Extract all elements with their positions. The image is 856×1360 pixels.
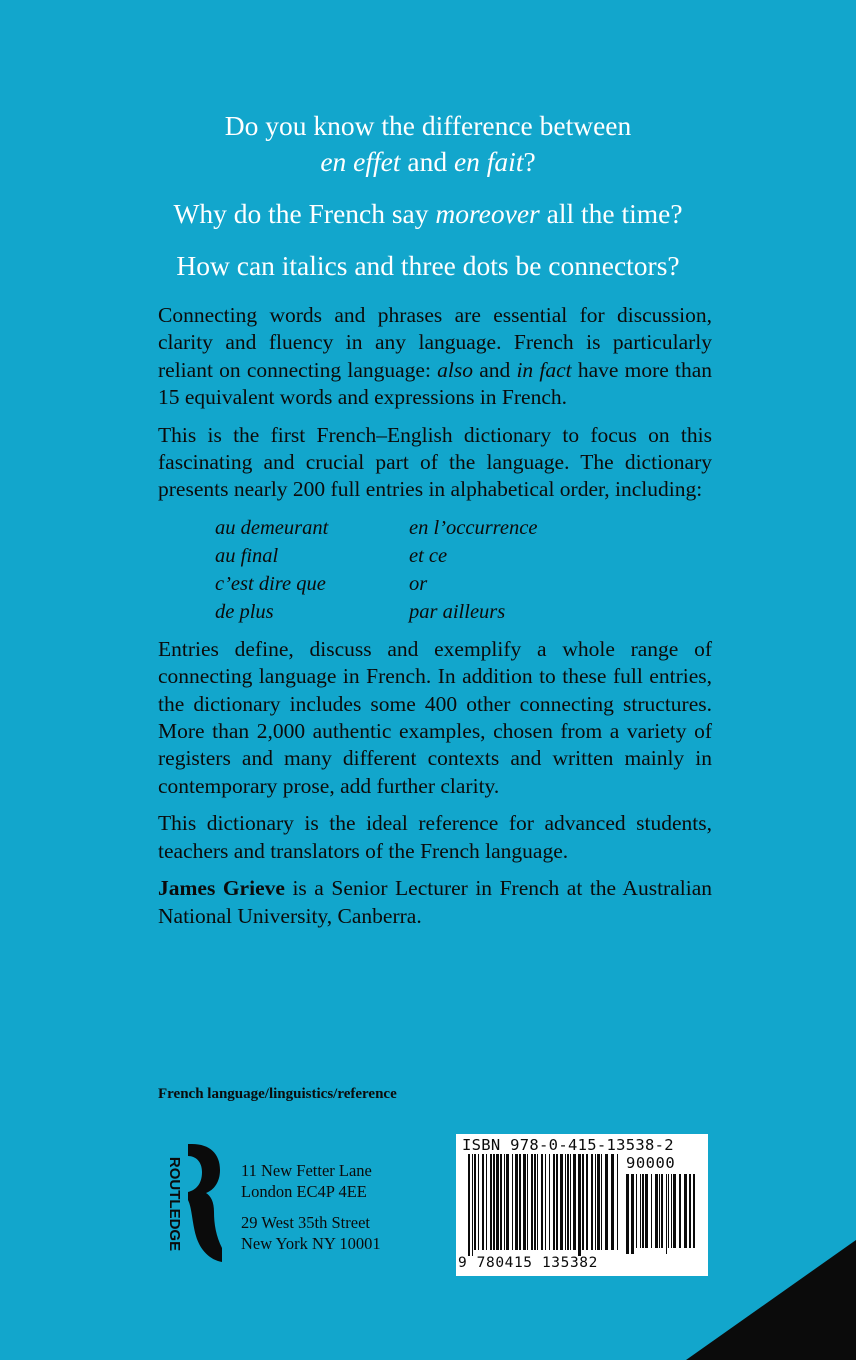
question-2-term: moreover	[435, 198, 540, 229]
barcode-bar	[666, 1174, 667, 1254]
example-entry: par ailleurs	[409, 600, 506, 623]
address-line: London EC4P 4EE	[241, 1182, 367, 1201]
barcode-bar	[684, 1174, 687, 1248]
barcode-bar	[679, 1174, 681, 1248]
barcode-bar	[631, 1174, 634, 1254]
address-london	[241, 1160, 381, 1202]
barcode-bar	[597, 1154, 600, 1250]
author-bio	[158, 875, 712, 930]
ean-barcode-bars	[468, 1154, 618, 1256]
barcode-bar	[651, 1174, 652, 1248]
barcode-bar	[482, 1154, 484, 1250]
publisher-logo-text: ROUTLEDGE	[166, 1156, 183, 1252]
routledge-logo	[152, 1138, 224, 1268]
barcode-bar	[556, 1154, 558, 1250]
barcode-bar	[512, 1154, 513, 1250]
question-1-term-2: en fait	[453, 146, 524, 177]
paragraph-entries: Entries define, discuss and exemplify a whole range of connecting language in French. In addition to these full entries, the dictionary includes some 400 other connecting structures. More than 2,000 authentic examples, chosen from a variety of registers and many different contexts and written mainly in contemporary prose, add further clarity.	[158, 636, 712, 798]
barcode-bar	[655, 1174, 658, 1248]
publisher-addresses	[241, 1160, 381, 1254]
address-line: 11 New Fetter Lane	[241, 1161, 372, 1180]
barcode-bar	[490, 1154, 492, 1250]
question-1-term-1: en effet	[320, 146, 401, 177]
barcode-bar	[500, 1154, 502, 1250]
example-entry: or	[409, 572, 428, 595]
barcode-bar	[560, 1154, 563, 1250]
barcode-bar	[474, 1154, 476, 1250]
question-3: How can italics and three dots be connectors?	[176, 250, 680, 281]
barcode-bar	[582, 1154, 584, 1250]
barcode-bar	[531, 1154, 533, 1250]
author-bio-text: is a Senior Lecturer in French at the Australian National University, Canberra.	[158, 876, 712, 928]
barcode-bar	[591, 1154, 593, 1250]
barcode-bar	[611, 1154, 614, 1250]
paragraph-intro-term-1: also	[437, 357, 473, 382]
barcode-bar	[565, 1154, 566, 1250]
barcode-bar	[493, 1154, 495, 1250]
question-1-end: ?	[523, 146, 536, 177]
question-1-and: and	[400, 146, 454, 177]
barcode-bar	[578, 1154, 581, 1256]
question-2-end: all the time?	[539, 198, 683, 229]
address-line: 29 West 35th Street	[241, 1213, 370, 1232]
question-2	[0, 196, 856, 232]
corner-shape	[686, 1240, 856, 1360]
barcode-bar	[504, 1154, 505, 1250]
barcode-bar	[537, 1154, 538, 1250]
barcode-bar	[626, 1174, 629, 1254]
barcode-bar	[496, 1154, 499, 1250]
question-1-line-1: Do you know the difference between	[224, 110, 632, 141]
cover-questions	[0, 108, 856, 284]
barcode-bar	[545, 1154, 546, 1250]
address-new-york	[241, 1212, 381, 1254]
isbn-barcode	[456, 1134, 708, 1276]
barcode-bar	[515, 1154, 518, 1250]
barcode-bar	[595, 1154, 596, 1250]
barcode-bar	[671, 1174, 672, 1248]
paragraph-intro-term-2: in fact	[516, 357, 572, 382]
paragraph-first-dictionary: This is the first French–English dictionary to focus on this fascinating and crucial part of the language. The dictionary presents nearly 200 full entries in alphabetical order, including:	[158, 422, 712, 502]
paragraph-audience: This dictionary is the ideal reference for advanced students, teachers and translators of the French language.	[158, 811, 712, 863]
paragraph-intro-text-a: Connecting words and phrases are essential for discussion, clarity and fluency in any language. French is particularly reliant on connecting language:	[158, 303, 712, 382]
barcode-bar	[668, 1174, 669, 1248]
barcode-bar	[636, 1174, 637, 1248]
barcode-bar	[567, 1154, 569, 1250]
question-2-start: Why do the French say	[173, 198, 436, 229]
barcode-bar	[553, 1154, 555, 1250]
barcode-bar	[617, 1154, 618, 1250]
author-name: James Grieve	[158, 876, 285, 901]
barcode-bar	[586, 1154, 588, 1250]
barcode-bar	[659, 1174, 660, 1248]
paragraph-intro	[158, 302, 712, 412]
price-code: 90000	[626, 1154, 676, 1172]
example-entry: au demeurant	[215, 516, 329, 539]
barcode-bar	[541, 1154, 543, 1250]
isbn-number: ISBN 978-0-415-13538-2	[462, 1136, 674, 1154]
example-entries	[215, 514, 712, 626]
paragraph-intro-and: and	[472, 357, 517, 382]
barcode-bar	[601, 1154, 602, 1250]
barcode-bar	[549, 1154, 550, 1250]
barcode-bar	[693, 1174, 695, 1248]
barcode-bar	[486, 1154, 487, 1250]
barcode-bar	[673, 1174, 676, 1248]
address-line: New York NY 10001	[241, 1234, 381, 1253]
question-1	[0, 108, 856, 180]
barcode-bar	[570, 1154, 571, 1250]
barcode-bar	[478, 1154, 479, 1250]
barcode-bar	[573, 1154, 576, 1250]
barcode-bar	[645, 1174, 648, 1248]
subject-category: French language/linguistics/reference	[158, 1086, 397, 1102]
barcode-bar	[689, 1174, 691, 1248]
barcode-bar	[527, 1154, 528, 1250]
barcode-bar	[506, 1154, 509, 1250]
example-entry: au final	[215, 544, 279, 567]
barcode-bar	[534, 1154, 536, 1250]
example-entry: en l’occurrence	[409, 516, 538, 539]
ean-digits: 9 780415 135382	[458, 1255, 598, 1271]
barcode-bar	[523, 1154, 526, 1250]
paragraph-intro-text-b: have more than 15 equivalent words and expressions in French.	[158, 357, 712, 410]
barcode-bar	[519, 1154, 521, 1250]
example-entry: c’est dire que	[215, 572, 326, 595]
barcode-bar	[642, 1174, 644, 1248]
barcode-bar	[468, 1154, 470, 1256]
example-entry: de plus	[215, 600, 274, 623]
barcode-bar	[661, 1174, 663, 1248]
blurb	[158, 302, 712, 930]
barcode-bar	[640, 1174, 641, 1248]
barcode-bar	[472, 1154, 473, 1256]
barcode-bar	[605, 1154, 608, 1250]
example-entry: et ce	[409, 544, 448, 567]
